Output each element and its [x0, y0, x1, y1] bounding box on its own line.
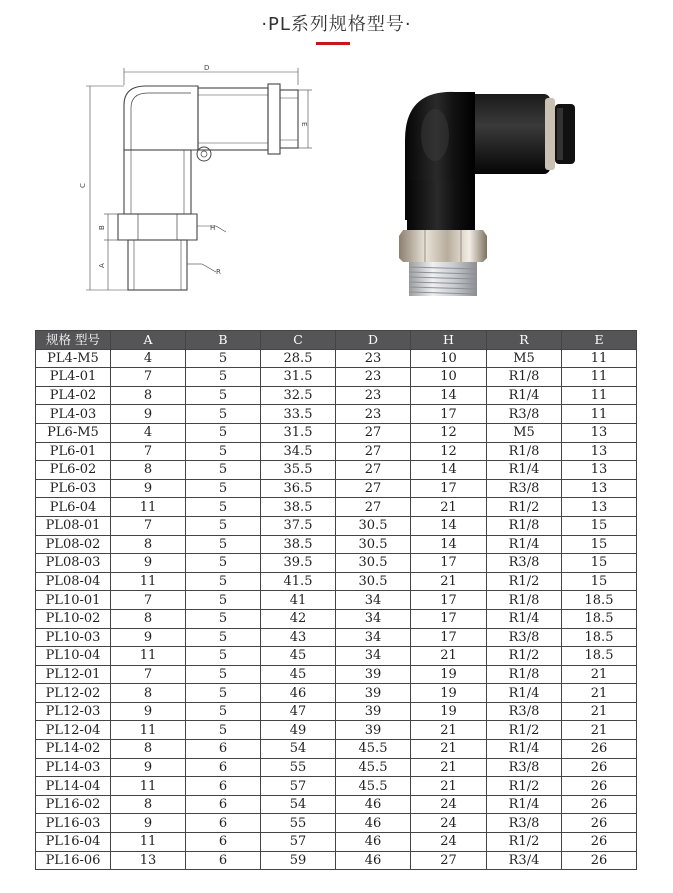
table-cell: 5 [186, 498, 261, 517]
table-cell: PL6-M5 [36, 423, 111, 442]
table-cell: 11 [111, 572, 186, 591]
table-cell: R1/4 [487, 795, 562, 814]
table-cell: 24 [411, 814, 487, 833]
table-cell: 55 [261, 758, 336, 777]
table-cell: 47 [261, 702, 336, 721]
table-cell: 23 [336, 405, 411, 424]
table-cell: 5 [186, 721, 261, 740]
table-cell: 13 [111, 851, 186, 870]
table-cell: 15 [562, 554, 637, 573]
table-cell: PL12-04 [36, 721, 111, 740]
table-cell: PL4-M5 [36, 349, 111, 368]
table-cell: R1/4 [487, 684, 562, 703]
table-cell: 6 [186, 814, 261, 833]
table-cell: 30.5 [336, 535, 411, 554]
table-cell: 9 [111, 405, 186, 424]
table-row [36, 498, 637, 517]
table-cell: 17 [411, 479, 487, 498]
table-cell: PL16-04 [36, 833, 111, 852]
table-cell: 34 [336, 628, 411, 647]
table-cell: 34 [336, 647, 411, 666]
table-cell: 13 [562, 479, 637, 498]
table-cell: PL6-03 [36, 479, 111, 498]
table-cell: 45.5 [336, 758, 411, 777]
table-cell: 21 [411, 721, 487, 740]
table-cell: PL6-02 [36, 461, 111, 480]
table-cell: 7 [111, 442, 186, 461]
table-cell: 21 [411, 647, 487, 666]
table-cell: 59 [261, 851, 336, 870]
table-cell: 18.5 [562, 591, 637, 610]
table-cell: R1/2 [487, 572, 562, 591]
table-cell: R1/4 [487, 740, 562, 759]
table-cell: PL4-03 [36, 405, 111, 424]
table-cell: 5 [186, 423, 261, 442]
dim-label-e: E [300, 122, 308, 127]
table-row [36, 479, 637, 498]
table-cell: 41 [261, 591, 336, 610]
table-cell: 6 [186, 758, 261, 777]
table-cell: 5 [186, 647, 261, 666]
column-header: B [186, 331, 261, 350]
table-cell: PL08-04 [36, 572, 111, 591]
table-row [36, 665, 637, 684]
table-cell: 21 [562, 665, 637, 684]
table-cell: 30.5 [336, 516, 411, 535]
product-photo [395, 80, 605, 300]
table-cell: 18.5 [562, 647, 637, 666]
column-header: H [411, 331, 487, 350]
table-cell: PL16-02 [36, 795, 111, 814]
table-cell: 34 [336, 591, 411, 610]
table-cell: 21 [411, 740, 487, 759]
table-cell: 9 [111, 702, 186, 721]
table-cell: 9 [111, 758, 186, 777]
table-cell: 8 [111, 684, 186, 703]
table-row [36, 702, 637, 721]
table-cell: 39.5 [261, 554, 336, 573]
table-cell: 46 [336, 795, 411, 814]
table-cell: 26 [562, 851, 637, 870]
table-cell: 46 [336, 833, 411, 852]
table-row [36, 423, 637, 442]
table-cell: PL10-04 [36, 647, 111, 666]
table-cell: R3/8 [487, 758, 562, 777]
table-row [36, 386, 637, 405]
table-cell: 8 [111, 535, 186, 554]
table-row [36, 405, 637, 424]
table-cell: R3/8 [487, 702, 562, 721]
table-cell: PL08-01 [36, 516, 111, 535]
table-row [36, 516, 637, 535]
table-row [36, 609, 637, 628]
table-cell: 9 [111, 628, 186, 647]
table-cell: 5 [186, 349, 261, 368]
table-cell: 14 [411, 516, 487, 535]
table-cell: 55 [261, 814, 336, 833]
table-cell: 45 [261, 647, 336, 666]
table-cell: 26 [562, 814, 637, 833]
table-cell: PL14-03 [36, 758, 111, 777]
table-cell: 31.5 [261, 423, 336, 442]
table-cell: 31.5 [261, 368, 336, 387]
table-cell: 5 [186, 665, 261, 684]
table-cell: 28.5 [261, 349, 336, 368]
table-cell: 5 [186, 609, 261, 628]
table-cell: 8 [111, 461, 186, 480]
table-cell: 21 [562, 702, 637, 721]
table-cell: R1/2 [487, 721, 562, 740]
table-cell: R1/8 [487, 516, 562, 535]
table-cell: PL4-02 [36, 386, 111, 405]
table-cell: PL12-01 [36, 665, 111, 684]
table-cell: 36.5 [261, 479, 336, 498]
table-cell: 10 [411, 368, 487, 387]
table-cell: 4 [111, 349, 186, 368]
table-cell: 21 [411, 498, 487, 517]
spec-table [35, 330, 637, 870]
table-cell: R1/8 [487, 368, 562, 387]
table-cell: 5 [186, 554, 261, 573]
table-cell: 57 [261, 777, 336, 796]
table-cell: 21 [562, 684, 637, 703]
table-cell: 5 [186, 405, 261, 424]
table-cell: 49 [261, 721, 336, 740]
table-cell: M5 [487, 423, 562, 442]
table-cell: 12 [411, 442, 487, 461]
table-cell: 37.5 [261, 516, 336, 535]
table-cell: R1/2 [487, 498, 562, 517]
table-cell: 13 [562, 442, 637, 461]
table-cell: R1/4 [487, 461, 562, 480]
table-cell: 41.5 [261, 572, 336, 591]
table-cell: 19 [411, 684, 487, 703]
table-cell: 15 [562, 572, 637, 591]
table-cell: 23 [336, 386, 411, 405]
table-cell: PL14-02 [36, 740, 111, 759]
table-cell: PL6-01 [36, 442, 111, 461]
table-cell: R1/8 [487, 591, 562, 610]
table-cell: PL14-04 [36, 777, 111, 796]
table-row [36, 647, 637, 666]
table-cell: M5 [487, 349, 562, 368]
table-cell: 5 [186, 368, 261, 387]
table-cell: 54 [261, 795, 336, 814]
table-cell: 34.5 [261, 442, 336, 461]
table-cell: 45.5 [336, 740, 411, 759]
table-cell: 7 [111, 591, 186, 610]
table-cell: R1/2 [487, 777, 562, 796]
table-cell: 7 [111, 665, 186, 684]
table-row [36, 777, 637, 796]
table-cell: 5 [186, 535, 261, 554]
table-row [36, 851, 637, 870]
table-cell: 12 [411, 423, 487, 442]
table-cell: PL16-03 [36, 814, 111, 833]
table-row [36, 535, 637, 554]
table-cell: R1/2 [487, 833, 562, 852]
table-cell: 23 [336, 368, 411, 387]
table-cell: 11 [111, 721, 186, 740]
table-cell: 19 [411, 702, 487, 721]
column-header: D [336, 331, 411, 350]
table-cell: PL4-01 [36, 368, 111, 387]
table-cell: 11 [111, 777, 186, 796]
table-cell: 46 [336, 814, 411, 833]
table-cell: 45 [261, 665, 336, 684]
table-cell: 14 [411, 461, 487, 480]
table-row [36, 833, 637, 852]
column-header: A [111, 331, 186, 350]
table-cell: 39 [336, 702, 411, 721]
dim-label-b: B [98, 225, 106, 230]
table-cell: 5 [186, 591, 261, 610]
table-cell: 33.5 [261, 405, 336, 424]
table-cell: 23 [336, 349, 411, 368]
table-cell: 11 [562, 368, 637, 387]
table-cell: 6 [186, 851, 261, 870]
table-cell: 8 [111, 386, 186, 405]
table-cell: R1/4 [487, 609, 562, 628]
table-cell: 9 [111, 479, 186, 498]
table-cell: 9 [111, 554, 186, 573]
table-row [36, 721, 637, 740]
table-row [36, 758, 637, 777]
table-cell: R1/4 [487, 386, 562, 405]
table-cell: 14 [411, 386, 487, 405]
table-cell: 27 [336, 498, 411, 517]
table-cell: PL12-03 [36, 702, 111, 721]
table-cell: 17 [411, 405, 487, 424]
table-cell: 13 [562, 461, 637, 480]
table-cell: 5 [186, 386, 261, 405]
table-cell: 26 [562, 740, 637, 759]
title-underline [316, 42, 350, 45]
table-cell: R3/4 [487, 851, 562, 870]
table-cell: 30.5 [336, 554, 411, 573]
table-row [36, 740, 637, 759]
table-cell: 11 [111, 498, 186, 517]
table-cell: PL10-02 [36, 609, 111, 628]
table-cell: PL08-03 [36, 554, 111, 573]
table-cell: 38.5 [261, 535, 336, 554]
table-cell: 27 [336, 461, 411, 480]
table-cell: 34 [336, 609, 411, 628]
table-cell: R3/8 [487, 628, 562, 647]
table-cell: 4 [111, 423, 186, 442]
table-cell: 6 [186, 795, 261, 814]
table-cell: 7 [111, 368, 186, 387]
table-cell: 27 [411, 851, 487, 870]
table-cell: 17 [411, 628, 487, 647]
table-cell: 14 [411, 535, 487, 554]
table-cell: 11 [562, 349, 637, 368]
table-cell: R3/8 [487, 814, 562, 833]
table-cell: 7 [111, 516, 186, 535]
page-title: ·PL系列规格型号· [261, 14, 412, 35]
table-cell: 6 [186, 777, 261, 796]
table-row [36, 442, 637, 461]
table-cell: 15 [562, 516, 637, 535]
table-cell: 43 [261, 628, 336, 647]
table-cell: 10 [411, 349, 487, 368]
dim-label-h: H [210, 224, 216, 232]
table-cell: 21 [562, 721, 637, 740]
table-row [36, 591, 637, 610]
table-cell: 27 [336, 479, 411, 498]
table-cell: 35.5 [261, 461, 336, 480]
table-row [36, 572, 637, 591]
table-cell: 26 [562, 758, 637, 777]
table-cell: 46 [336, 851, 411, 870]
table-cell: PL12-02 [36, 684, 111, 703]
table-row [36, 461, 637, 480]
table-cell: 17 [411, 591, 487, 610]
table-cell: 24 [411, 833, 487, 852]
table-body [36, 349, 637, 870]
table-cell: PL16-06 [36, 851, 111, 870]
table-cell: 11 [111, 647, 186, 666]
table-header-row [36, 331, 637, 350]
table-cell: 30.5 [336, 572, 411, 591]
table-cell: 13 [562, 423, 637, 442]
table-cell: PL08-02 [36, 535, 111, 554]
table-cell: 8 [111, 795, 186, 814]
table-row [36, 554, 637, 573]
column-header: R [487, 331, 562, 350]
table-cell: 5 [186, 461, 261, 480]
table-cell: 27 [336, 442, 411, 461]
table-cell: 17 [411, 609, 487, 628]
table-cell: 6 [186, 833, 261, 852]
table-cell: 24 [411, 795, 487, 814]
table-cell: 39 [336, 665, 411, 684]
dim-label-a: A [98, 263, 106, 268]
table-cell: 27 [336, 423, 411, 442]
table-cell: 5 [186, 702, 261, 721]
table-cell: 11 [562, 386, 637, 405]
table-row [36, 349, 637, 368]
dim-label-c: C [79, 183, 87, 188]
table-cell: R3/8 [487, 479, 562, 498]
table-cell: R3/8 [487, 554, 562, 573]
table-cell: 54 [261, 740, 336, 759]
table-cell: 15 [562, 535, 637, 554]
table-cell: 5 [186, 628, 261, 647]
table-cell: 11 [562, 405, 637, 424]
table-row [36, 368, 637, 387]
table-cell: PL6-04 [36, 498, 111, 517]
table-cell: 39 [336, 721, 411, 740]
column-header: 规格 型号 [36, 331, 111, 350]
table-cell: R1/8 [487, 665, 562, 684]
table-cell: 26 [562, 833, 637, 852]
table-cell: 13 [562, 498, 637, 517]
table-cell: 5 [186, 479, 261, 498]
table-cell: 11 [111, 833, 186, 852]
table-cell: 5 [186, 516, 261, 535]
table-row [36, 628, 637, 647]
table-cell: 5 [186, 572, 261, 591]
column-header: E [562, 331, 637, 350]
table-cell: R3/8 [487, 405, 562, 424]
table-cell: 8 [111, 609, 186, 628]
table-cell: 32.5 [261, 386, 336, 405]
dim-label-d: D [204, 64, 210, 72]
column-header: C [261, 331, 336, 350]
table-cell: 57 [261, 833, 336, 852]
table-cell: 5 [186, 442, 261, 461]
table-cell: 21 [411, 777, 487, 796]
table-cell: 21 [411, 758, 487, 777]
table-cell: 8 [111, 740, 186, 759]
table-row [36, 684, 637, 703]
table-cell: 9 [111, 814, 186, 833]
table-cell: R1/8 [487, 442, 562, 461]
table-cell: 6 [186, 740, 261, 759]
table-cell: 5 [186, 684, 261, 703]
table-cell: 46 [261, 684, 336, 703]
table-row [36, 814, 637, 833]
table-cell: R1/4 [487, 535, 562, 554]
table-cell: 45.5 [336, 777, 411, 796]
table-cell: 39 [336, 684, 411, 703]
table-cell: 18.5 [562, 628, 637, 647]
table-cell: PL10-03 [36, 628, 111, 647]
table-cell: PL10-01 [36, 591, 111, 610]
table-cell: 42 [261, 609, 336, 628]
table-cell: 38.5 [261, 498, 336, 517]
table-cell: 26 [562, 795, 637, 814]
table-row [36, 795, 637, 814]
table-cell: 21 [411, 572, 487, 591]
dim-label-r: R [216, 268, 221, 276]
table-cell: 26 [562, 777, 637, 796]
dimension-drawing [76, 60, 326, 300]
table-cell: R1/2 [487, 647, 562, 666]
table-cell: 17 [411, 554, 487, 573]
table-cell: 18.5 [562, 609, 637, 628]
table-cell: 19 [411, 665, 487, 684]
